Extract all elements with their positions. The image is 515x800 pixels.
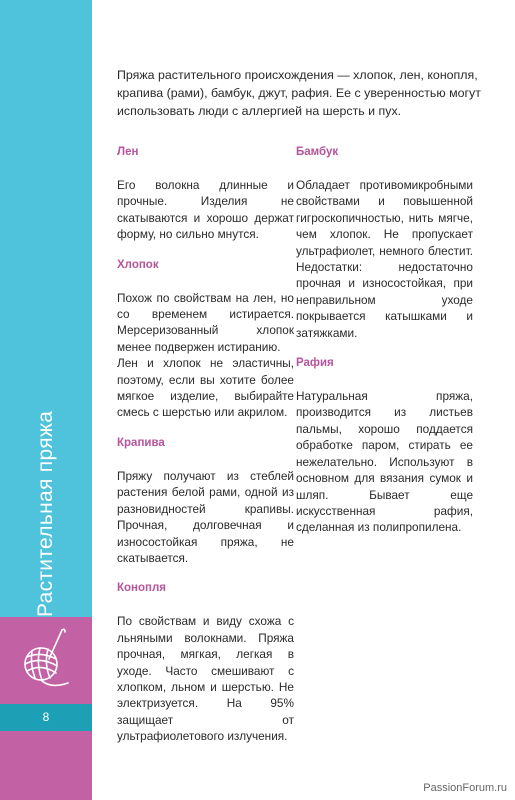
chapter-title: Растительная пряжа	[34, 410, 57, 617]
section-text: Пряжу получают из стеблей растения белой рами, одной из разновидностей крапивы. Прочная, долговечная и износостойкая пряжа, не скатывается.	[117, 468, 294, 565]
section-text: Обладает противомикробными свойствами и повышенной гигроскопичностью, нить мягче, чем хлопок. Не пропускает ультрафиолет, немного блестит. Недостатки: недостаточно прочная и износостойкая, при неправильном уходе покрывается катышками и затяжками.	[296, 178, 473, 340]
section-bambuk	[296, 144, 473, 341]
section-khlopok	[117, 257, 294, 421]
section-heading: Хлопок	[117, 258, 159, 271]
section-heading: Рафия	[296, 357, 334, 370]
section-heading: Конопля	[117, 582, 166, 595]
section-rafiya	[296, 355, 473, 536]
watermark: PassionForum.ru	[423, 782, 507, 794]
section-text: Похож по свойствам на лен, но со временем истирается. Мерсеризованный хлопок менее подвержен истиранию.	[117, 290, 294, 354]
yarn-ball-with-hook-icon	[14, 626, 74, 696]
section-heading: Бамбук	[296, 146, 339, 158]
section-text: Его волокна длинные и прочные. Изделия не скатываются и хорошо держат форму, но сильно мнутся.	[117, 178, 294, 242]
left-column	[117, 144, 294, 759]
section-text: По свойствам и виду схожа с льняными волокнами. Пряжа прочная, мягкая, легкая в уходе. Часто смешивают с хлопком, льном и шерстью. Не электризуется. На 95% защищает от ультрафиолетового излучения.	[117, 614, 294, 744]
section-heading: Лен	[117, 146, 139, 158]
right-column	[296, 144, 473, 550]
sidebar-pink-footer	[0, 731, 92, 800]
section-konoplya	[117, 580, 294, 744]
section-heading: Крапива	[117, 436, 165, 449]
section-text: Лен и хлопок не эластичны, поэтому, если вы хотите более мягкое изделие, выбирайте смесь с шерстью или акрилом.	[117, 356, 294, 420]
page-number: 8	[42, 710, 50, 724]
intro-paragraph: Пряжа растительного происхождения — хлопок, лен, конопля, крапива (рами), бамбук, джут, рафия. Ее с уверенностью могут использовать люди с аллергией на шерсть и пух.	[117, 68, 481, 118]
section-krapiva	[117, 435, 294, 566]
section-text: Натуральная пряжа, производится из листьев пальмы, хорошо поддается обработке паром, стирать ее нежелательно. Используют в основном для вязания сумок и шляп. Бывает еще искусственная рафия, сделанная из полипропилена.	[296, 389, 473, 535]
section-len	[117, 144, 294, 243]
